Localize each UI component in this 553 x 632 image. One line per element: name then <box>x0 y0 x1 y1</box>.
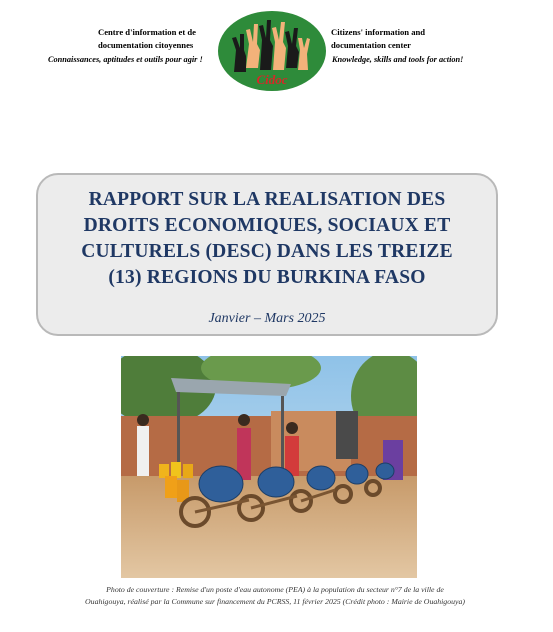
photo-caption-line-1: Photo de couverture : Remise d'un poste d'eau autonome (PEA) à la population du secteur n°7 de la ville de <box>106 585 444 594</box>
report-title-line-2: DROITS ECONOMIQUES, SOCIAUX ET <box>83 215 451 236</box>
org-name-french-line-1: Centre d'information et de <box>98 27 196 37</box>
org-name-english-line-2: documentation center <box>331 40 411 50</box>
cover-photo <box>121 356 417 578</box>
photo-caption <box>40 584 510 608</box>
report-title-line-4: (13) REGIONS DU BURKINA FASO <box>108 267 426 288</box>
cidoc-logo <box>216 10 328 92</box>
report-title-line-3: CULTURELS (DESC) DANS LES TREIZE <box>81 241 453 262</box>
org-name-french-line-2: documentation citoyennes <box>98 40 194 50</box>
report-title <box>38 187 496 291</box>
org-name-english <box>331 26 425 52</box>
report-title-box <box>36 173 498 336</box>
org-name-french <box>98 26 196 52</box>
tagline-english: Knowledge, skills and tools for action! <box>332 55 464 64</box>
org-name-english-line-1: Citizens' information and <box>331 27 426 37</box>
report-period: Janvier – Mars 2025 <box>208 311 326 326</box>
logo-text: Cidoc <box>256 72 288 87</box>
report-title-line-1: RAPPORT SUR LA REALISATION DES <box>88 189 446 210</box>
photo-caption-line-2: Ouahigouya, réalisé par la Commune sur financement du PCRSS, 11 février 2025 (Crédit photo : Mairie de Ouahigouya) <box>85 597 465 606</box>
tagline-french: Connaissances, aptitudes et outils pour agir ! <box>48 55 203 64</box>
